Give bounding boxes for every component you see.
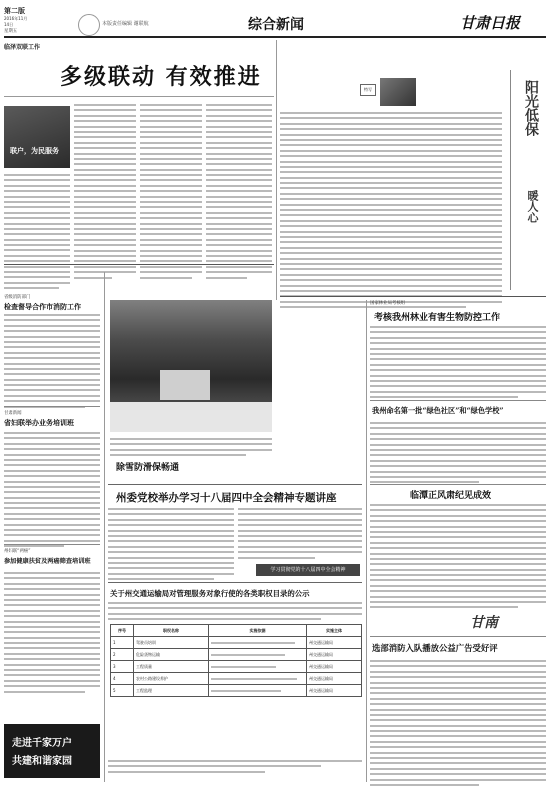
edition-box bbox=[4, 6, 32, 35]
lead-rule bbox=[4, 96, 274, 97]
news-2-body bbox=[4, 432, 100, 551]
table-row bbox=[111, 673, 362, 685]
news-4-body bbox=[370, 422, 546, 487]
news-2-kicker: 甘肃新闻 bbox=[4, 411, 22, 416]
paper-name: 甘肃日报 bbox=[460, 14, 521, 32]
news-1-kicker: 省级消防部门 bbox=[4, 295, 31, 300]
news-1-headline: 检查督导合作市消防工作 bbox=[4, 302, 81, 311]
table-cell: 2 bbox=[111, 649, 134, 661]
study-top-rule bbox=[108, 484, 362, 485]
right-column-divider bbox=[366, 300, 367, 782]
issue-weekday: 星期五 bbox=[4, 29, 18, 34]
table-cell: 1 bbox=[111, 637, 134, 649]
lead-bottom-rule bbox=[4, 264, 274, 265]
notice-intro bbox=[108, 602, 362, 624]
snow-photo bbox=[110, 300, 272, 432]
table-cell: 4 bbox=[111, 673, 134, 685]
notice-footer bbox=[108, 760, 362, 776]
lead-body-col4 bbox=[206, 104, 272, 282]
table-cell: 州交通运输局 bbox=[307, 673, 362, 685]
notice-headline: 关于州交通运输局对管理服务对象行使的各类职权目录的公示 bbox=[110, 589, 310, 598]
news-4-headline: 我州命名第一批“绿色社区”和“绿色学校” bbox=[372, 406, 504, 415]
table-cell: 州交通运输局 bbox=[307, 685, 362, 697]
news-7-body bbox=[4, 572, 100, 696]
snow-photo-caption: 除雪防滑保畅通 bbox=[116, 463, 180, 473]
table-cell bbox=[209, 661, 307, 673]
ad-box bbox=[4, 724, 100, 778]
table-cell: 5 bbox=[111, 685, 134, 697]
table-row bbox=[111, 685, 362, 697]
ad-line-1: 走进千家万户 bbox=[12, 738, 72, 749]
left-column-divider bbox=[104, 272, 105, 782]
section-title: 综合新闻 bbox=[248, 17, 304, 33]
truck-shape bbox=[160, 370, 210, 400]
table-cell: 3 bbox=[111, 661, 134, 673]
table-cell bbox=[209, 637, 307, 649]
table-cell: 州交通运输局 bbox=[307, 637, 362, 649]
notice-col-subject: 实施主体 bbox=[307, 625, 362, 637]
table-cell: 农村公路建设养护 bbox=[134, 673, 209, 685]
lead-body-col2 bbox=[74, 104, 136, 282]
notice-col-index: 序号 bbox=[111, 625, 134, 637]
news-5-body bbox=[370, 504, 546, 612]
news-3-rule bbox=[370, 400, 546, 401]
news-2-headline: 省妇联举办业务培训班 bbox=[4, 418, 74, 427]
table-cell: 危险货物运输 bbox=[134, 649, 209, 661]
feature-photo bbox=[380, 78, 416, 106]
study-body-col1 bbox=[108, 508, 234, 583]
table-cell: 工程质量 bbox=[134, 661, 209, 673]
news-1-body bbox=[4, 314, 100, 411]
news-7-kicker: 州妇联“两癌” bbox=[4, 549, 31, 554]
table-cell: 州交通运输局 bbox=[307, 661, 362, 673]
table-cell: 工程监理 bbox=[134, 685, 209, 697]
lead-headline: 多级联动 有效推进 bbox=[60, 64, 262, 90]
snow-ground bbox=[110, 402, 272, 432]
issue-date: 2016年11月14日 bbox=[4, 16, 28, 27]
notice-col-basis: 实施依据 bbox=[209, 625, 307, 637]
column-title-main: 阳光低保 bbox=[523, 80, 539, 136]
news-6-headline: 选部消防入队播放公益广告受好评 bbox=[372, 643, 498, 653]
lead-body-col3 bbox=[140, 104, 202, 282]
news-3-headline: 考核我州林业有害生物防控工作 bbox=[374, 313, 501, 323]
edition-number: 第二版 bbox=[4, 6, 25, 15]
masthead-rule bbox=[4, 36, 546, 38]
news-6-body bbox=[370, 660, 546, 789]
lead-photo-caption: 联户，为民服务 bbox=[10, 147, 59, 155]
notice-table bbox=[110, 624, 362, 697]
top-column-divider bbox=[276, 40, 277, 300]
right-feature-rule bbox=[280, 296, 546, 297]
paper-logo: 甘南 bbox=[470, 615, 498, 631]
news-2-rule bbox=[4, 544, 100, 545]
column-title-tail: 暖人心 bbox=[526, 190, 539, 223]
study-badge: 学习贯彻党的十八届四中全会精神 bbox=[256, 564, 360, 576]
news-5-headline: 临潭正风肃纪见成效 bbox=[410, 491, 492, 501]
news-4-rule bbox=[370, 484, 546, 485]
news-3-kicker: 国家林业局考核组 bbox=[370, 301, 406, 306]
lead-body-col1 bbox=[4, 174, 70, 293]
news-3-body bbox=[370, 326, 546, 401]
feature-tag: 特写 bbox=[360, 84, 376, 96]
table-cell bbox=[209, 685, 307, 697]
table-row bbox=[111, 637, 362, 649]
table-cell: 州交通运输局 bbox=[307, 649, 362, 661]
news-7-headline: 参加健康扶贫及两癌筛查培训班 bbox=[4, 558, 91, 565]
notice-table-header bbox=[111, 625, 362, 637]
news-1-rule bbox=[4, 406, 100, 407]
news-5-rule bbox=[370, 636, 546, 637]
ad-line-2: 共建和谐家园 bbox=[12, 756, 72, 767]
table-row bbox=[111, 661, 362, 673]
masthead-emblem-icon bbox=[78, 14, 100, 36]
snow-photo-caption-body bbox=[110, 438, 272, 460]
lead-photo bbox=[4, 106, 70, 168]
lead-kicker: 临泽双联工作 bbox=[4, 44, 41, 51]
table-cell bbox=[209, 649, 307, 661]
notice-col-name: 职权名称 bbox=[134, 625, 209, 637]
column-title-box bbox=[510, 70, 547, 290]
editor-note: 本版责任编辑 谢联航 bbox=[102, 21, 149, 27]
study-headline: 州委党校举办学习十八届四中全会精神专题讲座 bbox=[116, 492, 337, 504]
table-cell bbox=[209, 673, 307, 685]
study-body-col2 bbox=[238, 508, 362, 562]
table-row bbox=[111, 649, 362, 661]
study-bottom-rule bbox=[108, 582, 362, 583]
feature-body bbox=[280, 112, 502, 311]
table-cell: 驾驶员培训 bbox=[134, 637, 209, 649]
